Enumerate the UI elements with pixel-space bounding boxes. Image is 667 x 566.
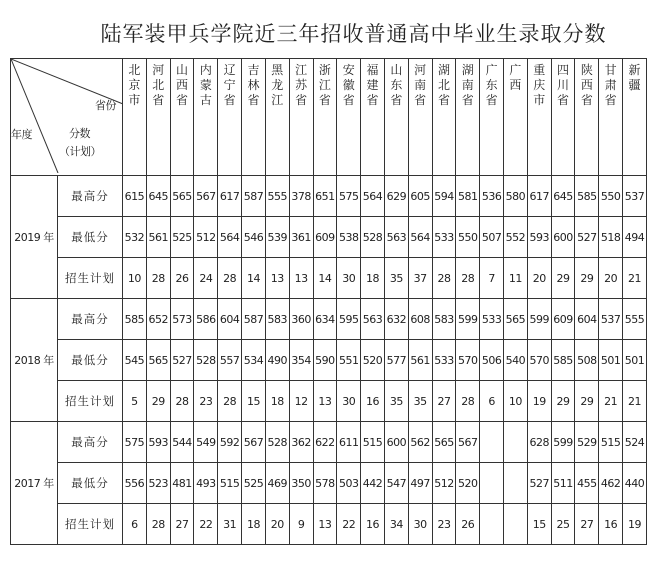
value-cell: 19 xyxy=(527,381,551,422)
value-cell: 503 xyxy=(337,463,361,504)
value-cell: 533 xyxy=(432,340,456,381)
value-cell: 556 xyxy=(123,463,147,504)
value-cell: 533 xyxy=(480,299,504,340)
corner-header-cell xyxy=(11,59,123,176)
value-cell: 25 xyxy=(551,504,575,545)
value-cell: 16 xyxy=(599,504,623,545)
value-cell: 16 xyxy=(361,504,385,545)
value-cell: 611 xyxy=(337,422,361,463)
table-row xyxy=(11,381,647,422)
value-cell: 583 xyxy=(432,299,456,340)
value-cell: 539 xyxy=(265,217,289,258)
value-cell: 29 xyxy=(575,258,599,299)
header-row xyxy=(11,59,647,176)
value-cell: 537 xyxy=(623,176,647,217)
value-cell: 28 xyxy=(456,381,480,422)
admission-scores-table xyxy=(10,58,647,545)
value-cell: 481 xyxy=(170,463,194,504)
value-cell: 29 xyxy=(551,258,575,299)
value-cell: 538 xyxy=(337,217,361,258)
row-label: 招生计划 xyxy=(58,381,123,422)
value-cell: 565 xyxy=(504,299,528,340)
value-cell: 577 xyxy=(384,340,408,381)
value-cell: 15 xyxy=(527,504,551,545)
province-header: 甘肃省 xyxy=(599,59,623,176)
province-header: 江苏省 xyxy=(289,59,313,176)
value-cell: 586 xyxy=(194,299,218,340)
province-header: 内蒙古 xyxy=(194,59,218,176)
value-cell: 527 xyxy=(575,217,599,258)
value-cell: 563 xyxy=(361,299,385,340)
value-cell: 28 xyxy=(218,258,242,299)
value-cell: 528 xyxy=(265,422,289,463)
value-cell: 567 xyxy=(242,422,266,463)
value-cell: 604 xyxy=(575,299,599,340)
value-cell: 515 xyxy=(218,463,242,504)
value-cell: 37 xyxy=(408,258,432,299)
value-cell: 35 xyxy=(384,258,408,299)
province-header: 山东省 xyxy=(384,59,408,176)
value-cell: 545 xyxy=(123,340,147,381)
value-cell: 7 xyxy=(480,258,504,299)
value-cell: 583 xyxy=(265,299,289,340)
value-cell: 525 xyxy=(170,217,194,258)
year-cell: 2017 年 xyxy=(11,422,58,545)
value-cell: 494 xyxy=(623,217,647,258)
value-cell: 18 xyxy=(242,504,266,545)
year-label: 年度 xyxy=(11,128,32,141)
value-cell: 6 xyxy=(123,504,147,545)
value-cell: 537 xyxy=(599,299,623,340)
value-cell: 512 xyxy=(432,463,456,504)
value-cell: 573 xyxy=(170,299,194,340)
value-cell: 18 xyxy=(265,381,289,422)
value-cell: 21 xyxy=(599,381,623,422)
value-cell: 622 xyxy=(313,422,337,463)
value-cell: 594 xyxy=(432,176,456,217)
value-cell: 515 xyxy=(599,422,623,463)
value-cell: 10 xyxy=(504,381,528,422)
value-cell: 29 xyxy=(575,381,599,422)
table-row xyxy=(11,299,647,340)
value-cell: 14 xyxy=(242,258,266,299)
value-cell: 501 xyxy=(623,340,647,381)
value-cell: 22 xyxy=(194,504,218,545)
value-cell: 20 xyxy=(527,258,551,299)
value-cell: 12 xyxy=(289,381,313,422)
value-cell: 28 xyxy=(432,258,456,299)
value-cell: 544 xyxy=(170,422,194,463)
province-header: 广东省 xyxy=(480,59,504,176)
value-cell: 561 xyxy=(408,340,432,381)
province-header: 吉林省 xyxy=(242,59,266,176)
value-cell: 13 xyxy=(313,504,337,545)
value-cell: 564 xyxy=(361,176,385,217)
value-cell: 581 xyxy=(456,176,480,217)
year-cell: 2018 年 xyxy=(11,299,58,422)
value-cell: 547 xyxy=(384,463,408,504)
value-cell: 536 xyxy=(480,176,504,217)
value-cell: 562 xyxy=(408,422,432,463)
value-cell: 21 xyxy=(623,258,647,299)
value-cell: 520 xyxy=(361,340,385,381)
value-cell: 28 xyxy=(146,258,170,299)
value-cell: 578 xyxy=(313,463,337,504)
value-cell: 533 xyxy=(432,217,456,258)
value-cell: 567 xyxy=(194,176,218,217)
value-cell: 24 xyxy=(194,258,218,299)
value-cell: 524 xyxy=(623,422,647,463)
value-cell xyxy=(504,463,528,504)
value-cell: 527 xyxy=(527,463,551,504)
value-cell: 29 xyxy=(146,381,170,422)
score-label: 分数 xyxy=(69,127,90,140)
value-cell: 549 xyxy=(194,422,218,463)
value-cell: 565 xyxy=(432,422,456,463)
province-header: 四川省 xyxy=(551,59,575,176)
province-header: 福建省 xyxy=(361,59,385,176)
value-cell: 552 xyxy=(504,217,528,258)
row-label: 最高分 xyxy=(58,176,123,217)
value-cell: 587 xyxy=(242,299,266,340)
value-cell: 528 xyxy=(194,340,218,381)
table-row xyxy=(11,176,647,217)
value-cell: 563 xyxy=(384,217,408,258)
value-cell: 565 xyxy=(170,176,194,217)
value-cell xyxy=(504,422,528,463)
value-cell: 585 xyxy=(575,176,599,217)
province-header: 河南省 xyxy=(408,59,432,176)
value-cell: 590 xyxy=(313,340,337,381)
value-cell: 550 xyxy=(456,217,480,258)
value-cell: 31 xyxy=(218,504,242,545)
value-cell: 512 xyxy=(194,217,218,258)
row-label: 最低分 xyxy=(58,340,123,381)
table-row xyxy=(11,258,647,299)
value-cell: 507 xyxy=(480,217,504,258)
value-cell: 26 xyxy=(456,504,480,545)
value-cell: 518 xyxy=(599,217,623,258)
province-header: 重庆市 xyxy=(527,59,551,176)
value-cell: 600 xyxy=(384,422,408,463)
value-cell: 600 xyxy=(551,217,575,258)
value-cell: 550 xyxy=(599,176,623,217)
value-cell: 506 xyxy=(480,340,504,381)
value-cell xyxy=(504,504,528,545)
province-header: 辽宁省 xyxy=(218,59,242,176)
province-header: 广西 xyxy=(504,59,528,176)
value-cell: 490 xyxy=(265,340,289,381)
value-cell: 609 xyxy=(551,299,575,340)
value-cell: 546 xyxy=(242,217,266,258)
value-cell: 567 xyxy=(456,422,480,463)
year-cell: 2019 年 xyxy=(11,176,58,299)
value-cell: 27 xyxy=(575,504,599,545)
value-cell: 527 xyxy=(170,340,194,381)
value-cell: 592 xyxy=(218,422,242,463)
value-cell: 595 xyxy=(337,299,361,340)
value-cell: 378 xyxy=(289,176,313,217)
plan-label: （计划） xyxy=(59,145,101,158)
province-header: 湖南省 xyxy=(456,59,480,176)
value-cell: 29 xyxy=(551,381,575,422)
value-cell: 469 xyxy=(265,463,289,504)
value-cell: 551 xyxy=(337,340,361,381)
value-cell: 361 xyxy=(289,217,313,258)
row-label: 招生计划 xyxy=(58,258,123,299)
province-header: 安徽省 xyxy=(337,59,361,176)
value-cell: 30 xyxy=(408,504,432,545)
value-cell: 20 xyxy=(599,258,623,299)
value-cell: 561 xyxy=(146,217,170,258)
province-header: 新疆 xyxy=(623,59,647,176)
value-cell: 30 xyxy=(337,258,361,299)
table-row xyxy=(11,504,647,545)
value-cell: 28 xyxy=(146,504,170,545)
value-cell: 585 xyxy=(123,299,147,340)
table-row xyxy=(11,463,647,504)
province-header: 河北省 xyxy=(146,59,170,176)
value-cell: 520 xyxy=(456,463,480,504)
value-cell: 22 xyxy=(337,504,361,545)
value-cell: 508 xyxy=(575,340,599,381)
value-cell: 617 xyxy=(218,176,242,217)
value-cell: 18 xyxy=(361,258,385,299)
value-cell: 497 xyxy=(408,463,432,504)
province-header: 浙江省 xyxy=(313,59,337,176)
table-row xyxy=(11,217,647,258)
value-cell: 26 xyxy=(170,258,194,299)
value-cell: 609 xyxy=(313,217,337,258)
value-cell: 564 xyxy=(218,217,242,258)
province-header: 湖北省 xyxy=(432,59,456,176)
row-label: 最低分 xyxy=(58,463,123,504)
value-cell: 362 xyxy=(289,422,313,463)
value-cell: 354 xyxy=(289,340,313,381)
value-cell: 15 xyxy=(242,381,266,422)
value-cell: 599 xyxy=(551,422,575,463)
value-cell: 632 xyxy=(384,299,408,340)
value-cell: 35 xyxy=(384,381,408,422)
value-cell: 28 xyxy=(456,258,480,299)
value-cell: 493 xyxy=(194,463,218,504)
value-cell: 575 xyxy=(337,176,361,217)
value-cell xyxy=(480,504,504,545)
value-cell: 13 xyxy=(313,381,337,422)
value-cell: 30 xyxy=(337,381,361,422)
value-cell: 360 xyxy=(289,299,313,340)
row-label: 最低分 xyxy=(58,217,123,258)
row-label: 最高分 xyxy=(58,299,123,340)
value-cell: 570 xyxy=(527,340,551,381)
value-cell: 587 xyxy=(242,176,266,217)
value-cell: 645 xyxy=(146,176,170,217)
value-cell: 599 xyxy=(527,299,551,340)
value-cell: 634 xyxy=(313,299,337,340)
value-cell: 442 xyxy=(361,463,385,504)
value-cell: 557 xyxy=(218,340,242,381)
value-cell: 629 xyxy=(384,176,408,217)
value-cell: 605 xyxy=(408,176,432,217)
value-cell: 528 xyxy=(361,217,385,258)
value-cell: 34 xyxy=(384,504,408,545)
row-label: 最高分 xyxy=(58,422,123,463)
value-cell: 28 xyxy=(218,381,242,422)
value-cell: 23 xyxy=(432,504,456,545)
value-cell: 532 xyxy=(123,217,147,258)
value-cell: 23 xyxy=(194,381,218,422)
page-title: 陆军装甲兵学院近三年招收普通高中毕业生录取分数 xyxy=(100,22,607,46)
value-cell: 617 xyxy=(527,176,551,217)
value-cell: 20 xyxy=(265,504,289,545)
value-cell: 9 xyxy=(289,504,313,545)
value-cell: 350 xyxy=(289,463,313,504)
value-cell: 455 xyxy=(575,463,599,504)
value-cell: 523 xyxy=(146,463,170,504)
table-row xyxy=(11,340,647,381)
province-header: 山西省 xyxy=(170,59,194,176)
value-cell: 615 xyxy=(123,176,147,217)
table-row xyxy=(11,422,647,463)
province-header: 黑龙江 xyxy=(265,59,289,176)
value-cell: 525 xyxy=(242,463,266,504)
value-cell xyxy=(480,422,504,463)
value-cell: 564 xyxy=(408,217,432,258)
value-cell: 651 xyxy=(313,176,337,217)
row-label: 招生计划 xyxy=(58,504,123,545)
value-cell: 6 xyxy=(480,381,504,422)
value-cell: 13 xyxy=(289,258,313,299)
province-header: 陕西省 xyxy=(575,59,599,176)
province-label: 省份 xyxy=(95,99,116,112)
value-cell: 593 xyxy=(146,422,170,463)
value-cell: 21 xyxy=(623,381,647,422)
value-cell: 540 xyxy=(504,340,528,381)
value-cell: 585 xyxy=(551,340,575,381)
value-cell: 16 xyxy=(361,381,385,422)
value-cell: 565 xyxy=(146,340,170,381)
value-cell: 28 xyxy=(170,381,194,422)
value-cell: 529 xyxy=(575,422,599,463)
value-cell: 604 xyxy=(218,299,242,340)
value-cell: 555 xyxy=(265,176,289,217)
province-header: 北京市 xyxy=(123,59,147,176)
value-cell: 511 xyxy=(551,463,575,504)
value-cell: 11 xyxy=(504,258,528,299)
value-cell: 440 xyxy=(623,463,647,504)
value-cell: 645 xyxy=(551,176,575,217)
value-cell xyxy=(480,463,504,504)
value-cell: 10 xyxy=(123,258,147,299)
value-cell: 14 xyxy=(313,258,337,299)
value-cell: 534 xyxy=(242,340,266,381)
value-cell: 570 xyxy=(456,340,480,381)
value-cell: 599 xyxy=(456,299,480,340)
value-cell: 652 xyxy=(146,299,170,340)
value-cell: 608 xyxy=(408,299,432,340)
value-cell: 501 xyxy=(599,340,623,381)
value-cell: 515 xyxy=(361,422,385,463)
value-cell: 13 xyxy=(265,258,289,299)
value-cell: 575 xyxy=(123,422,147,463)
value-cell: 555 xyxy=(623,299,647,340)
value-cell: 35 xyxy=(408,381,432,422)
value-cell: 27 xyxy=(432,381,456,422)
value-cell: 19 xyxy=(623,504,647,545)
value-cell: 593 xyxy=(527,217,551,258)
value-cell: 628 xyxy=(527,422,551,463)
value-cell: 462 xyxy=(599,463,623,504)
value-cell: 580 xyxy=(504,176,528,217)
value-cell: 27 xyxy=(170,504,194,545)
value-cell: 5 xyxy=(123,381,147,422)
